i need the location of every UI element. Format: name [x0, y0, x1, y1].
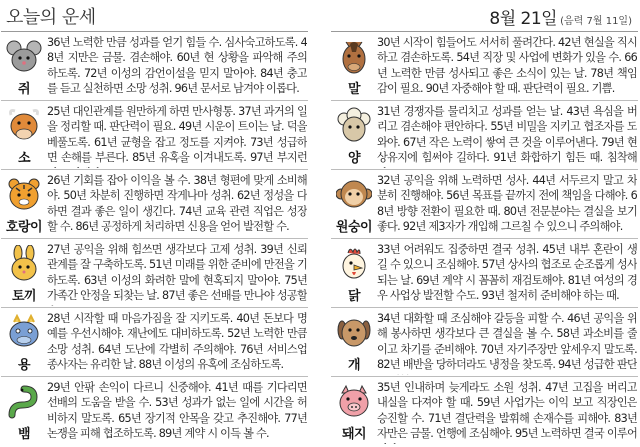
date-lunar: (음력 7월 11일)	[560, 16, 632, 27]
fortune-text: 29년 안팎 손익이 다르니 신중해야. 41년 때를 기다리면 선배의 도움을 받을 수. 53년 성과가 없는 일에 시간을 허비하지 말도록. 65년 장기적 안목을 갖고 추진해야. 77년 논쟁을 피해 협조하도록. 89년 계약 시 이득 볼 수.	[47, 381, 307, 441]
ox-icon	[6, 107, 42, 145]
animal-cell	[1, 377, 47, 445]
snake-icon	[6, 383, 42, 421]
animal-cell	[1, 101, 47, 169]
animal-name: 소	[17, 151, 31, 166]
animal-cell	[331, 308, 377, 376]
fortune-row-tiger	[1, 169, 308, 238]
horse-icon	[336, 38, 372, 76]
fortune-row-horse	[331, 31, 638, 100]
animal-cell	[331, 239, 377, 307]
fortune-text: 25년 대인관계를 원만하게 하면 만사형통. 37년 과거의 일을 정리할 때. 판단력이 필요. 49년 시운이 트이는 날. 덕을 베풀도록. 61년 균형을 잡고 정도를 지켜야. 73년 성급하면 손해를 부른다. 85년 유혹을 이겨내도록. 97년 부지런	[47, 105, 307, 165]
fortune-text: 26년 기회를 잡아 이익을 볼 수. 38년 형편에 맞게 소비해야. 50년 차분히 진행하면 작게나마 성취. 62년 정성을 다하면 결과 좋은 일이 생긴다. 74년 교육 관련 직업은 성장할 수. 86년 공정하게 처리하면 신용을 얻어 발전할 수.	[47, 174, 307, 234]
animal-name: 개	[347, 358, 361, 373]
animal-cell	[331, 377, 377, 445]
fortune-text: 28년 시작할 때 마음가짐을 잘 지키도록. 40년 돈보다 명예를 우선시해야. 재난에도 대비하도록. 52년 노력한 만큼 소망 성취. 64년 도난에 각별히 주의해야. 76년 서비스업 종사자는 유리한 날. 88년 이성의 유혹에 조심하도록.	[47, 312, 307, 372]
fortune-row-rat	[1, 31, 308, 100]
animal-name: 말	[347, 82, 361, 97]
animal-cell	[331, 101, 377, 169]
fortune-column-left	[1, 31, 308, 445]
animal-name: 양	[347, 151, 361, 166]
fortune-text: 33년 어려워도 집중하면 결국 성취. 45년 내부 혼란이 생길 수 있으니 조심해야. 57년 상사의 협조로 순조롭게 성사되는 날. 69년 계약 시 꼼꼼히 재검토해야. 81년 여성의 경우 사업상 발전할 수도. 93년 철저히 준비해야 하는 때.	[377, 243, 637, 303]
animal-name: 돼지	[341, 427, 367, 442]
animal-name: 쥐	[17, 82, 31, 97]
fortune-row-dog	[331, 307, 638, 376]
pig-icon	[336, 383, 372, 421]
fortune-row-rooster	[331, 238, 638, 307]
rooster-icon	[336, 245, 372, 283]
fortune-row-dragon	[1, 307, 308, 376]
animal-cell	[331, 32, 377, 100]
monkey-icon	[336, 176, 372, 214]
date-solar: 8월 21일	[489, 9, 558, 29]
fortune-column-right	[331, 31, 638, 445]
sheep-icon	[336, 107, 372, 145]
animal-name: 용	[17, 358, 31, 373]
animal-cell	[1, 32, 47, 100]
fortune-text: 34년 대화할 때 조심해야 갈등을 피할 수. 46년 공익을 위해 봉사하면 생각보다 큰 결실을 볼 수. 58년 과소비를 줄이고 차기를 준비해야. 70년 자기주장만 앞세우지 말도록. 82년 배반을 당하더라도 냉정을 찾도록. 94년 성급한 판단	[377, 312, 637, 372]
fortune-row-pig	[331, 376, 638, 445]
fortune-row-rabbit	[1, 238, 308, 307]
animal-cell	[1, 170, 47, 238]
fortune-text: 32년 공익을 위해 노력하면 성사. 44년 서두르지 말고 차분히 진행해야. 56년 목표를 끝까지 전에 책임을 다해야. 68년 방향 전환이 필요한 때. 80년 전문분야는 결실을 보기 좋다. 92년 제3자가 개입해 그르칠 수 있으니 주의해야.	[377, 174, 637, 234]
rat-icon	[6, 38, 42, 76]
animal-name: 토끼	[11, 289, 37, 304]
animal-cell	[331, 170, 377, 238]
animal-cell	[1, 308, 47, 376]
dog-icon	[336, 314, 372, 352]
animal-name: 호랑이	[5, 220, 43, 235]
fortune-text: 35년 인내하며 늦게라도 소원 성취. 47년 고집을 버리고 내실을 다져야 할 때. 59년 사업가는 이익 보고 직장인은 승진할 수. 71년 결단력을 발휘해 손재수를 피해야. 83년 자만은 금물. 언행에 조심해야. 95년 노력하면 결국 이루어	[377, 381, 637, 441]
dragon-icon	[6, 314, 42, 352]
header	[0, 0, 640, 28]
animal-name: 뱀	[17, 427, 31, 442]
animal-name: 원숭이	[335, 220, 373, 235]
rabbit-icon	[6, 245, 42, 283]
animal-name: 닭	[347, 289, 361, 304]
page-title: 오늘의 운세	[6, 7, 96, 28]
fortune-text: 27년 공익을 위해 힘쓰면 생각보다 고제 성취. 39년 신뢰관계를 잘 구축하도록. 51년 미래를 위한 준비에 만전을 기하도록. 63년 이성의 화려한 말에 현혹되지 말아야. 75년 가족간 안정을 되찾는 날. 87년 좋은 선배를 만나야 성공할	[47, 243, 307, 303]
fortune-row-monkey	[331, 169, 638, 238]
fortune-text: 36년 노력한 만큼 성과를 얻기 힘들 수. 심사숙고하도록. 48년 지만은 금물. 겸손해야. 60년 현 상황을 파악해 주의 하도록. 72년 이성의 감언이설을 믿지 말아야. 84년 충고를 듣고 실천하면 소망 성취. 96년 문서로 남겨야 이롭다.	[47, 36, 307, 96]
tiger-icon	[6, 176, 42, 214]
fortune-row-snake	[1, 376, 308, 445]
date-line	[489, 4, 632, 29]
fortune-row-sheep	[331, 100, 638, 169]
fortune-text: 30년 시작이 힘들어도 서서히 풀려간다. 42년 현실을 직시하고 겸손하도록. 54년 직장 및 사업에 변화가 있을 수. 66년 노력한 만큼 성사되고 좋은 소식이 있는 날. 78년 책임감이 필요. 90년 자중해야 할 때. 판단력이 필요. 기쁨.	[377, 36, 637, 96]
fortune-row-ox	[1, 100, 308, 169]
fortune-text: 31년 경쟁자를 물리치고 성과를 얻는 날. 43년 욕심을 버리고 겸손해야 편안하다. 55년 비밀을 지키고 협조자를 도와야. 67년 작은 노력이 쌓여 큰 것을 이루어낸다. 79년 현상유지에 힘써야 길하다. 91년 화합하기 힘든 때. 침착해	[377, 105, 637, 165]
animal-cell	[1, 239, 47, 307]
